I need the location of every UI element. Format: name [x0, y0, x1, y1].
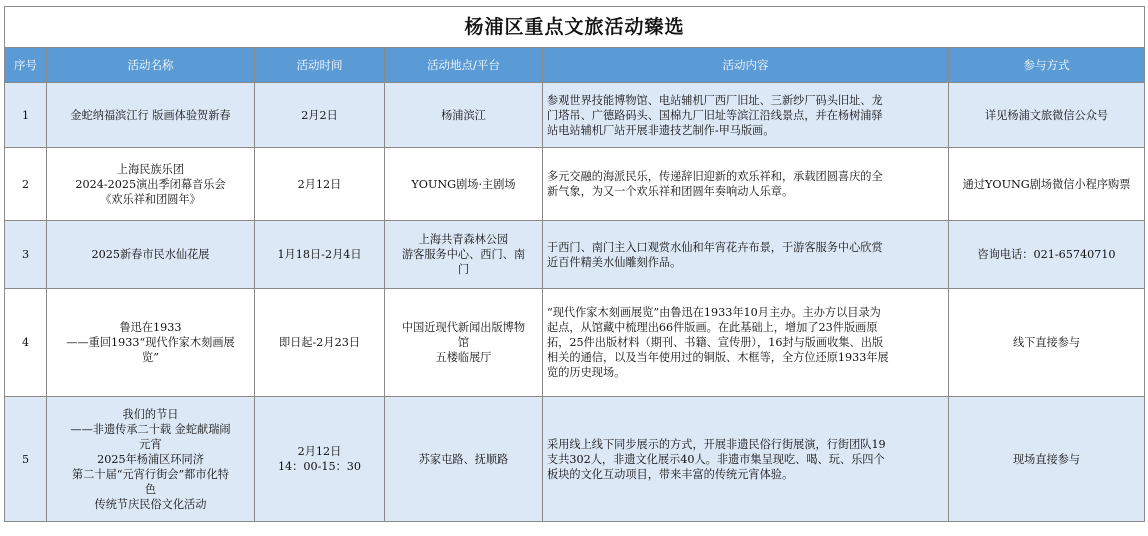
header-row: [5, 48, 1145, 83]
participation-cell: 线下直接参与: [949, 289, 1145, 397]
activity-time-line: 即日起-2月23日: [278, 336, 361, 349]
header-activity-place: 活动地点/平台: [385, 48, 543, 83]
activity-content-line: 近百件精美水仙雕刻作品。: [547, 255, 682, 269]
activity-content-line: 站电站辅机厂站开展非遗技艺制作-甲马版画。: [547, 123, 775, 137]
activity-content-line: 多元交融的海派民乐，传递辞旧迎新的欢乐祥和，承载团圆喜庆的全: [547, 170, 883, 183]
participation-cell: 咨询电话：021-65740710: [949, 221, 1145, 289]
activity-time-line: 2月2日: [301, 108, 338, 122]
activity-place-line: 上海共青森林公园: [418, 233, 509, 246]
activity-content-line: 起点，从馆藏中梳理出66件版画。在此基础上，增加了23件版画原: [547, 321, 878, 334]
activity-name-line: 上海民族乐团: [116, 162, 185, 176]
activity-place-cell: [385, 289, 543, 397]
activity-name-line: 第二十届“元宵行街会”都市化特: [72, 467, 229, 481]
activity-name-line: ——非遗传承二十载 金蛇献瑞闹: [70, 422, 231, 436]
activity-content-line: 板块的文化互动项目，带来丰富的传统元宵体验。: [547, 467, 794, 481]
activity-place-line: 中国近现代新闻出版博物: [401, 321, 526, 334]
table-row: [5, 397, 1145, 522]
activity-time-line: 1月18日-2月4日: [277, 248, 362, 261]
activity-name-cell: [47, 397, 255, 522]
table-title: 杨浦区重点文旅活动臻选: [5, 7, 1145, 48]
activity-name-cell: [47, 83, 255, 148]
activity-table: [4, 6, 1145, 522]
activity-place-line: YOUNG剧场·主剧场: [411, 177, 516, 191]
activity-name-line: 金蛇纳福滨江行 版画体验贺新春: [70, 108, 231, 122]
table-row: [5, 221, 1145, 289]
activity-place-cell: [385, 148, 543, 221]
activity-content-line: 拓，25件出版材料（期刊、书籍、宣传册），16封与版画收集、出版: [547, 336, 884, 349]
activity-content-line: 于西门、南门主入口观赏水仙和年宵花卉布景，于游客服务中心欣赏: [547, 240, 883, 254]
row-index-cell: 2: [5, 148, 47, 221]
activity-table-container: [4, 6, 1144, 531]
activity-time-cell: [255, 221, 385, 289]
row-index-cell: 5: [5, 397, 47, 522]
activity-time-line: 14：00-15：30: [277, 460, 362, 473]
activity-name-line: 传统节庆民俗文化活动: [94, 497, 207, 511]
activity-time-cell: [255, 83, 385, 148]
activity-name-cell: [47, 148, 255, 221]
activity-place-line: 门: [457, 263, 470, 276]
activity-place-cell: [385, 83, 543, 148]
activity-content-cell: [543, 397, 949, 522]
header-activity-name: 活动名称: [47, 48, 255, 83]
activity-place-line: 五楼临展厅: [435, 351, 492, 364]
activity-place-line: 馆: [457, 336, 470, 349]
activity-time-line: 2月12日: [297, 445, 342, 458]
activity-place-line: 苏家屯路、抚顺路: [418, 452, 509, 466]
activity-name-line: 《欢乐祥和团圆年》: [100, 192, 201, 206]
header-participation: 参与方式: [949, 48, 1145, 83]
activity-name-line: 元宵: [139, 437, 162, 451]
participation-cell: 详见杨浦文旅微信公众号: [949, 83, 1145, 148]
participation-cell: 通过YOUNG剧场微信小程序购票: [949, 148, 1145, 221]
activity-time-cell: [255, 148, 385, 221]
activity-content-line: “现代作家木刻画展览”由鲁迅在1933年10月主办。主办方以目录为: [547, 306, 881, 319]
activity-name-line: 我们的节日: [122, 407, 179, 421]
activity-place-line: 游客服务中心、西门、南: [401, 248, 526, 261]
activity-name-cell: [47, 221, 255, 289]
activity-content-cell: [543, 83, 949, 148]
activity-content-cell: [543, 148, 949, 221]
table-row: [5, 289, 1145, 397]
row-index-cell: 1: [5, 83, 47, 148]
activity-content-line: 采用线上线下同步展示的方式，开展非遗民俗行街展演，行街团队19: [547, 437, 886, 451]
activity-time-cell: [255, 397, 385, 522]
activity-time-cell: [255, 289, 385, 397]
activity-place-cell: [385, 397, 543, 522]
activity-name-cell: [47, 289, 255, 397]
header-activity-time: 活动时间: [255, 48, 385, 83]
activity-name-line: ——重回1933“现代作家木刻画展: [66, 336, 235, 349]
header-activity-content: 活动内容: [543, 48, 949, 83]
row-index-cell: 3: [5, 221, 47, 289]
table-row: [5, 83, 1145, 148]
header-index: 序号: [5, 48, 47, 83]
activity-content-line: 支共302人，非遗文化展示40人。非遗市集呈现吃、喝、玩、乐四个: [547, 452, 885, 466]
table-row: [5, 148, 1145, 221]
activity-content-line: 览的历史现场。: [547, 366, 626, 379]
activity-content-line: 相关的通信，以及当年使用过的铜版、木框等，全方位还原1933年展: [547, 351, 889, 364]
activity-name-line: 2025新春市民水仙花展: [91, 248, 210, 261]
activity-name-line: 鲁迅在1933: [119, 321, 182, 334]
participation-cell: 现场直接参与: [949, 397, 1145, 522]
activity-name-line: 2025年杨浦区环同济: [97, 452, 204, 466]
activity-place-line: 杨浦滨江: [441, 108, 486, 122]
activity-content-line: 参观世界技能博物馆、电站辅机厂西厂旧址、三新纱厂码头旧址、龙: [547, 93, 883, 107]
row-index-cell: 4: [5, 289, 47, 397]
activity-content-cell: [543, 221, 949, 289]
activity-content-line: 新气象，为又一个欢乐祥和团圆年奏响动人乐章。: [547, 185, 794, 198]
activity-time-line: 2月12日: [297, 177, 342, 191]
activity-place-cell: [385, 221, 543, 289]
activity-name-line: 2024-2025演出季闭幕音乐会: [75, 177, 226, 191]
activity-content-line: 门塔吊、广德路码头、国棉九厂旧址等滨江沿线景点，并在杨树浦驿: [547, 108, 883, 122]
activity-content-cell: [543, 289, 949, 397]
activity-name-line: 览”: [142, 351, 159, 364]
activity-name-line: 色: [144, 482, 157, 496]
